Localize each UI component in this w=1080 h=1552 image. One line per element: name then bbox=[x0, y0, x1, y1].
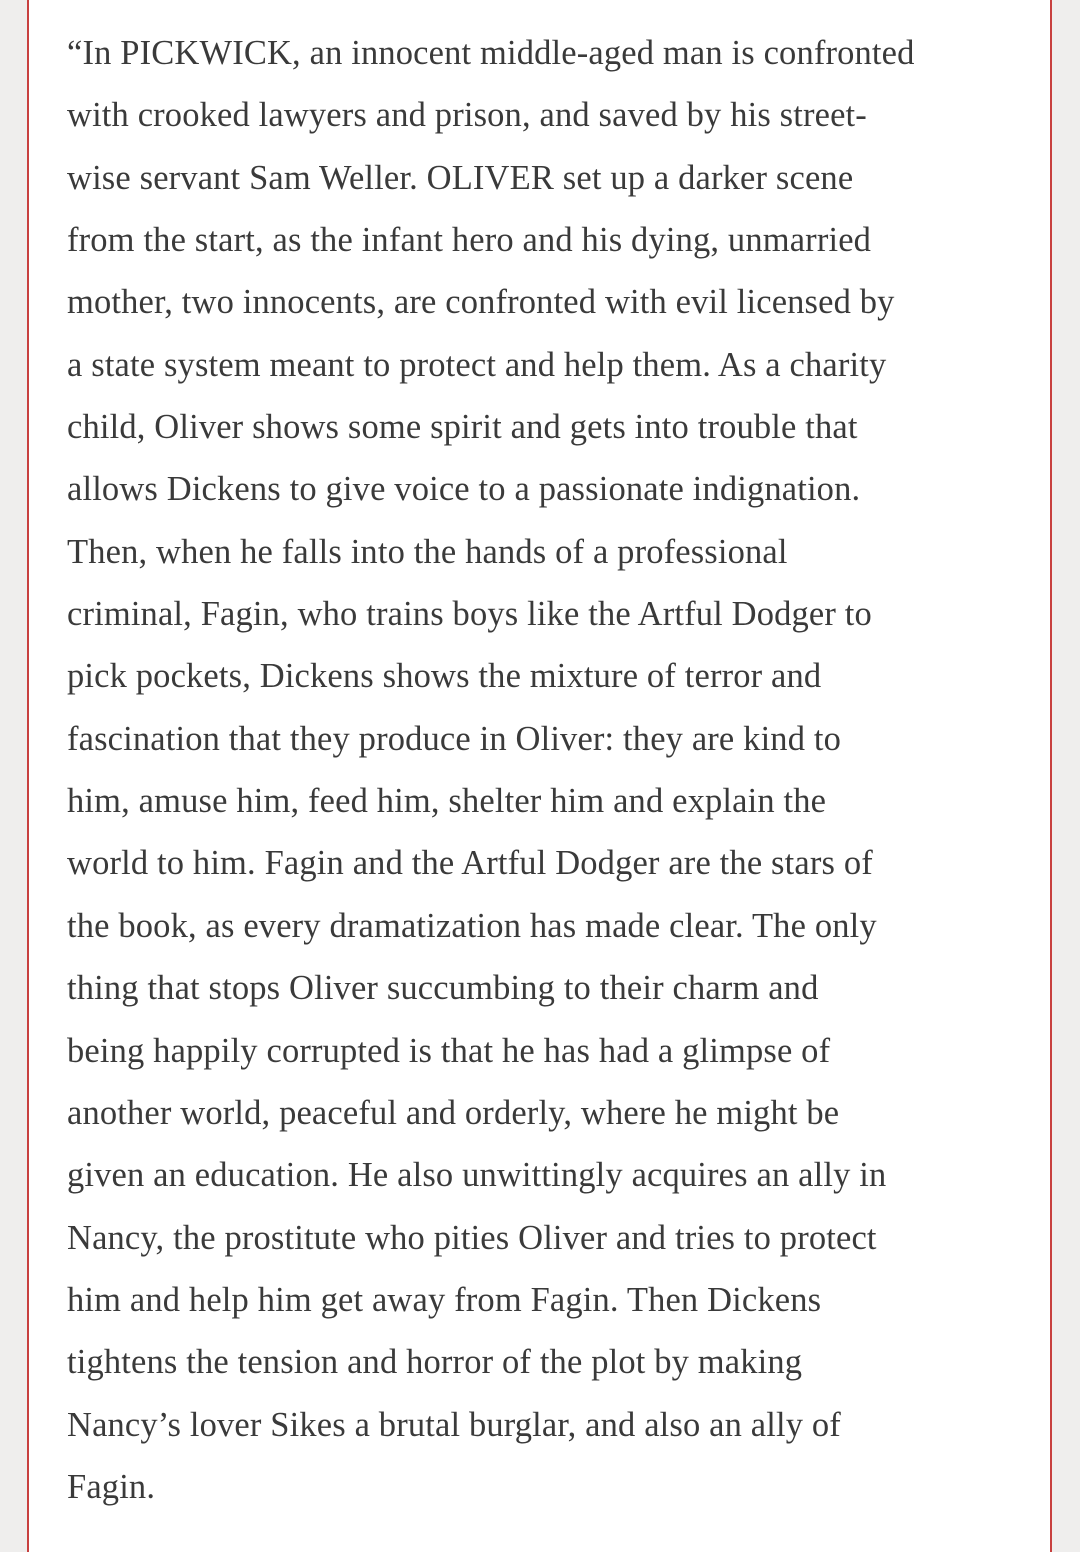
quote-line: thing that stops Oliver succumbing to their charm and bbox=[67, 969, 819, 1008]
quote-line: pick pockets, Dickens shows the mixture of terror and bbox=[67, 657, 822, 696]
quote-line: Nancy, the prostitute who pities Oliver and tries to protect bbox=[67, 1218, 877, 1257]
quote-line: wise servant Sam Weller. OLIVER set up a darker scene bbox=[67, 158, 854, 197]
quote-line: him and help him get away from Fagin. Then Dickens bbox=[67, 1280, 822, 1319]
quote-line: tightens the tension and horror of the plot by making bbox=[67, 1343, 803, 1382]
quote-line: a state system meant to protect and help them. As a charity bbox=[67, 345, 887, 384]
quote-line: the book, as every dramatization has made clear. The only bbox=[67, 906, 877, 945]
quote-line: Fagin. bbox=[67, 1467, 156, 1506]
quote-paragraph bbox=[67, 22, 1042, 1518]
quote-line: given an education. He also unwittingly acquires an ally in bbox=[67, 1156, 887, 1195]
quote-line: “In PICKWICK, an innocent middle-aged man is confronted bbox=[67, 34, 915, 72]
quote-line: Nancy’s lover Sikes a brutal burglar, and also an ally of bbox=[67, 1405, 841, 1444]
quote-line: child, Oliver shows some spirit and gets into trouble that bbox=[67, 408, 858, 447]
quote-line: another world, peaceful and orderly, where he might be bbox=[67, 1093, 840, 1132]
quote-line: from the start, as the infant hero and his dying, unmarried bbox=[67, 221, 872, 260]
quote-line: him, amuse him, feed him, shelter him and explain the bbox=[67, 782, 827, 821]
quote-line: being happily corrupted is that he has had a glimpse of bbox=[67, 1031, 831, 1070]
quote-line: with crooked lawyers and prison, and saved by his street- bbox=[67, 96, 867, 135]
quote-frame bbox=[27, 0, 1052, 1552]
quote-line: fascination that they produce in Oliver: they are kind to bbox=[67, 719, 842, 758]
quote-line: criminal, Fagin, who trains boys like the Artful Dodger to bbox=[67, 595, 872, 634]
quote-line: mother, two innocents, are confronted with evil licensed by bbox=[67, 283, 895, 322]
quote-line: allows Dickens to give voice to a passionate indignation. bbox=[67, 470, 861, 509]
quote-line: world to him. Fagin and the Artful Dodger are the stars of bbox=[67, 844, 873, 883]
quote-line: Then, when he falls into the hands of a professional bbox=[67, 532, 788, 571]
